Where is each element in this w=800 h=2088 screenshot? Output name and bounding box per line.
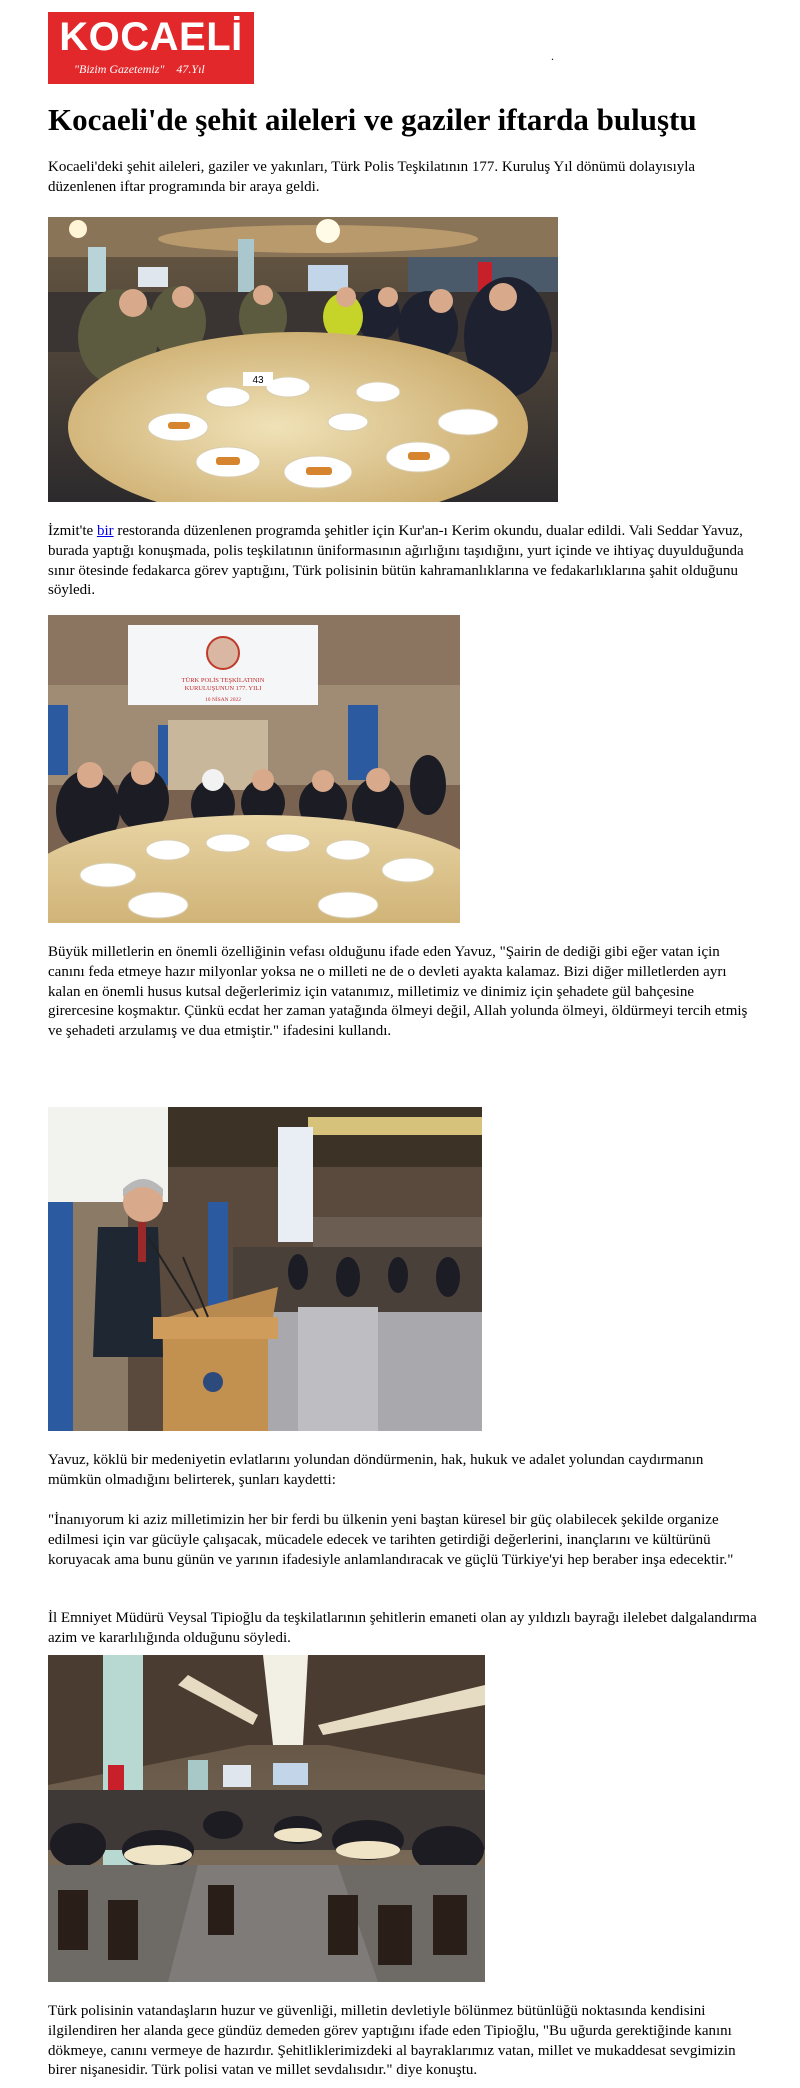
- logo-name: KOCAELİ: [59, 15, 243, 59]
- banner-line-2: KURULUŞUNUN 177. YILI: [184, 685, 262, 692]
- photo-protocol-table: [48, 615, 460, 923]
- site-logo[interactable]: [48, 12, 254, 84]
- article-paragraph-5: İl Emniyet Müdürü Veysal Tipioğlu da teşkilatlarının şehitlerin emaneti olan ay yıldızlı bayrağı ilelebet dalgalandırma azim ve kararlılığında olduğunu söyledi.: [48, 1610, 757, 1646]
- photo-hall-overview: [48, 1655, 485, 1982]
- article-paragraph-3: Yavuz, köklü bir medeniyetin evlatlarını yolundan döndürmenin, hak, hukuk ve adalet yolundan caydırmanın mümkün olmadığını belirterek, şunları kaydetti:: [48, 1452, 704, 1488]
- header-dot: .: [551, 49, 554, 63]
- table-number-label: 43: [252, 375, 264, 386]
- article-paragraph-1: İzmit'te bir restoranda düzenlenen programda şehitler için Kur'an-ı Kerim okundu, dualar edildi. Vali Seddar Yavuz, burada yaptığı konuşmada, polis teşkilatının üniformasının ağırlığını taşıdığını, yurt içinde ve ihtiyaç duyulduğunda sınır ötesinde fedakarca görev yaptığını, Türk polisinin bütün kahramanlıklarına ve fedakarlıklarına şahit olduğunu söyledi.: [48, 523, 744, 599]
- photo-iftar-table: [48, 217, 558, 502]
- logo-tagline: "Bizim Gazetemiz" 47.Yıl: [74, 62, 205, 76]
- article-paragraph-4: "İnanıyorum ki aziz milletimizin her bir ferdi bu ülkenin yeni baştan küresel bir güç olabilecek şekilde organize edilmesi için var gücüyle çalışacak, mücadele edecek ve tarihten getirdiği değerlerini, inançlarını ve kültürünü koruyacak ama bunu günün ve yarının ifadesiyle anlamlandıracak ve güçlü Türkiye'yi hep beraber inşa edecektir.": [48, 1512, 734, 1568]
- banner-line-1: TÜRK POLİS TEŞKİLATININ: [181, 677, 265, 684]
- inline-link-bir[interactable]: bir: [96, 523, 114, 539]
- article-title: Kocaeli'de şehit aileleri ve gaziler iftarda buluştu: [48, 102, 697, 137]
- logo-year: 47.Yıl: [176, 62, 205, 76]
- article-paragraph-2: Büyük milletlerin en önemli özelliğinin vefası olduğunu ifade eden Yavuz, "Şairin de dediği gibi eğer vatan için canını feda etmeye hazır milyonlar yoksa ne o milleti ne de o devleti ayakta kalamaz. Bizi diğer milletlerden ayrı kalan en önemli husus kutsal değerlerimiz için vatanımız, milletimiz ve dinimiz için şehadete gül bahçesine girercesine koşmaktır. Çünkü ecdat her zaman yatağında ölmeyi değil, Allah yolunda ölmeyi, öldürmeyi tercih etmiş ve şehadeti arzulamış ve dua etmiştir." ifadesini kullandı.: [48, 944, 748, 1040]
- article-paragraph-6: Türk polisinin vatandaşların huzur ve güvenliği, milletin devletiyle bölünmez bütünlüğü noktasında kendisini ilgilendiren her alanda gece gündüz demeden görev yaptığını ifade eden Tipioğlu, "Bu uğurda gerektiğinde kanını dökmeye, canını vermeye de hazırdır. Şehitliklerimizdeki al bayraklarımız vatan, millet ve mukaddesat sevgimizin birer nişanesidir. Türk polisi vatan ve millet sevdalısıdır." diye konuştu.: [48, 2003, 736, 2079]
- article-lead: Kocaeli'deki şehit aileleri, gaziler ve yakınları, Türk Polis Teşkilatının 177. Kuruluş Yıl dönümü dolayısıyla düzenlenen iftar programında bir araya geldi.: [48, 159, 696, 195]
- banner-line-3: 10 NİSAN 2022: [204, 697, 242, 703]
- photo-governor-speech: [48, 1107, 482, 1431]
